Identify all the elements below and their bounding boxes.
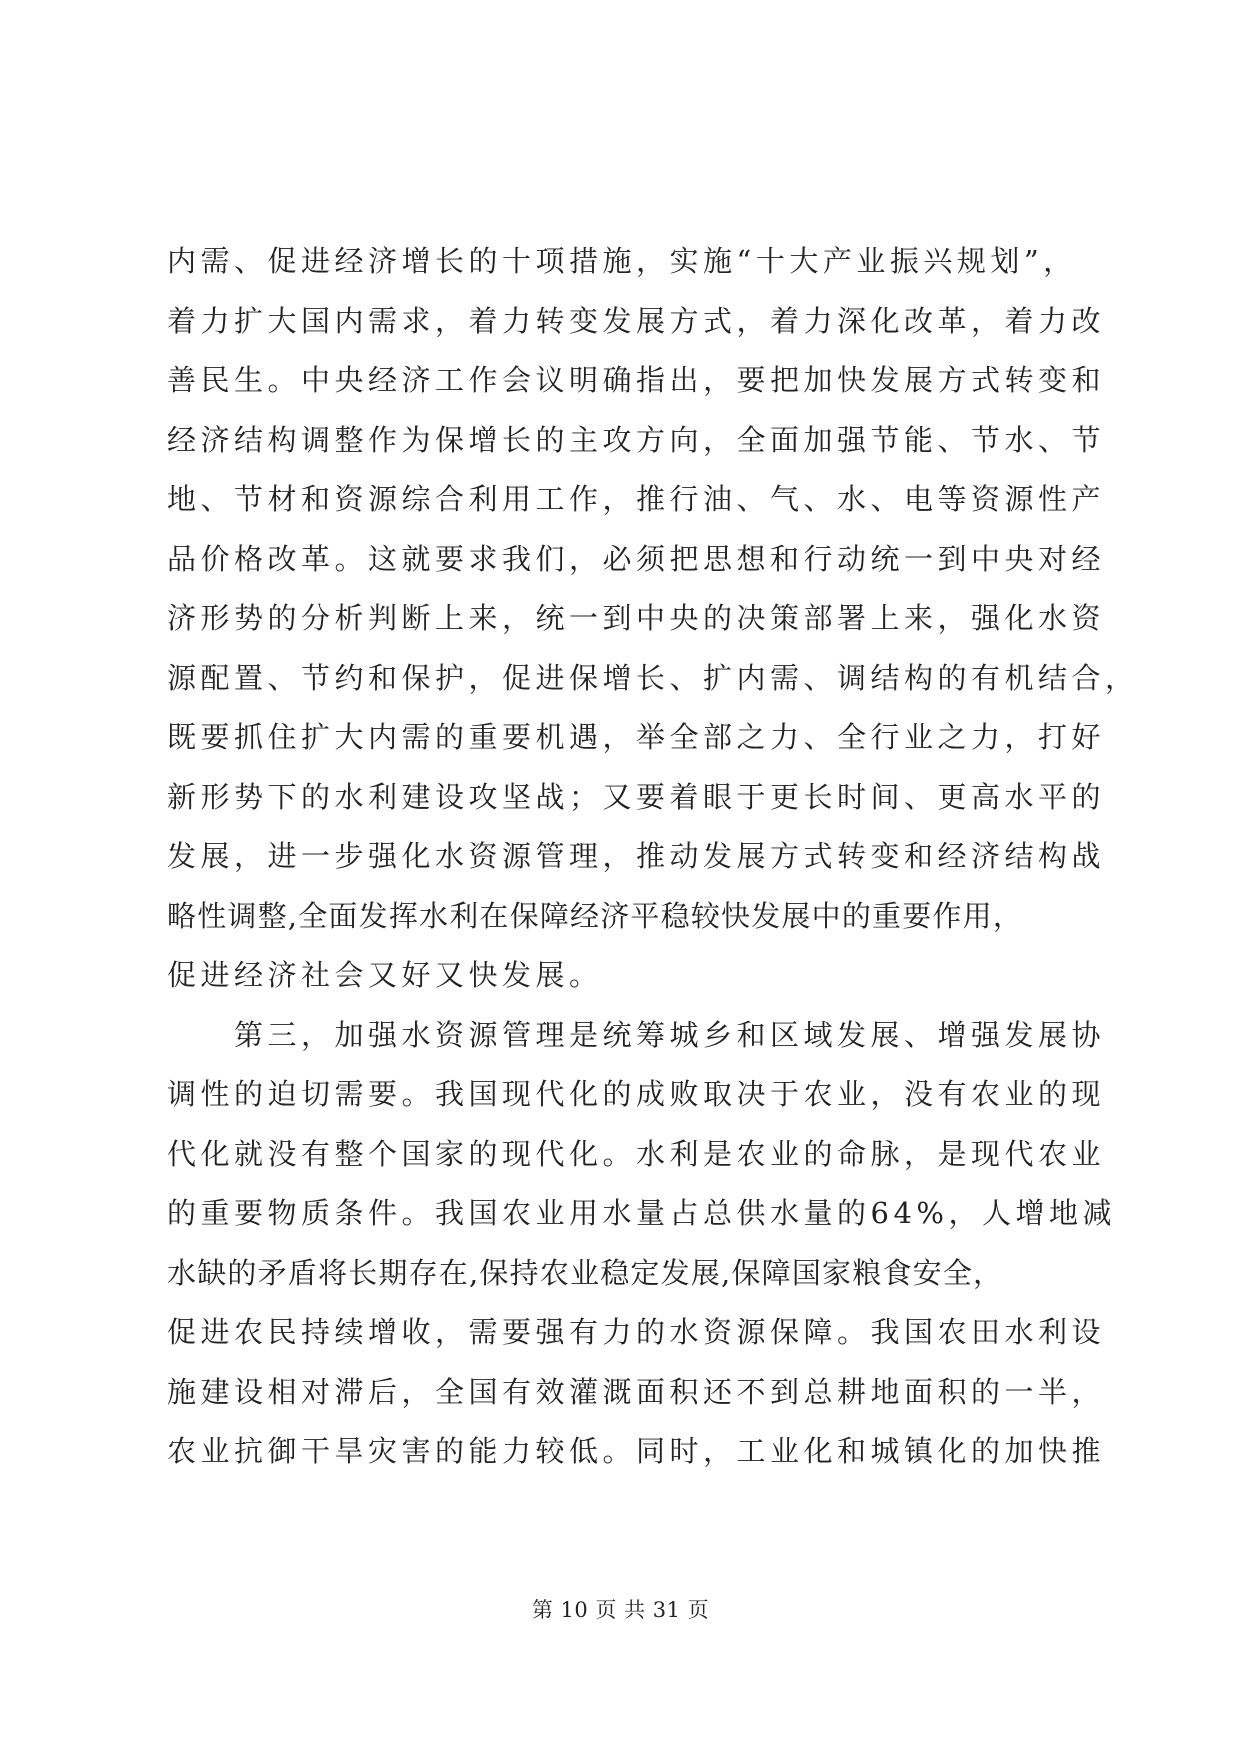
- text-line: 代化就没有整个国家的现代化。水利是农业的命脉，是现代农业: [167, 1136, 1106, 1171]
- text-line: 农业抗御干旱灾害的能力较低。同时，工业化和城镇化的加快推: [167, 1434, 1106, 1468]
- text-line: 新形势下的水利建设攻坚战；又要着眼于更长时间、更高水平的: [167, 779, 1106, 814]
- page-footer: 第 10 页 共 31 页: [531, 1598, 710, 1622]
- text-line: 既要抓住扩大内需的重要机遇，举全部之力、全行业之力，打好: [167, 720, 1106, 754]
- body-text: [167, 232, 1139, 1482]
- text-line: 略性调整,全面发挥水利在保障经济平稳较快发展中的重要作用，: [167, 898, 1024, 933]
- text-line: 调性的迫切需要。我国现代化的成败取决于农业，没有农业的现: [167, 1077, 1106, 1111]
- text-line: 的重要物质条件。我国农业用水量占总供水量的64%，人增地减: [167, 1196, 1116, 1230]
- text-line: 发展，进一步强化水资源管理，推动发展方式转变和经济结构战: [167, 839, 1106, 873]
- text-line: 内需、促进经济增长的十项措施，实施“十大产业振兴规划”，: [167, 244, 1077, 278]
- text-line: 济形势的分析判断上来，统一到中央的决策部署上来，强化水资: [167, 601, 1106, 635]
- text-line: 施建设相对滞后，全国有效灌溉面积还不到总耕地面积的一半，: [167, 1374, 1106, 1409]
- text-line: 源配置、节约和保护，促进保增长、扩内需、调结构的有机结合，: [167, 660, 1139, 695]
- text-line: 着力扩大国内需求，着力转变发展方式，着力深化改革，着力改: [167, 303, 1106, 338]
- text-line: 经济结构调整作为保增长的主攻方向，全面加强节能、节水、节: [167, 422, 1106, 457]
- text-line: 善民生。中央经济工作会议明确指出，要把加快发展方式转变和: [167, 363, 1106, 397]
- text-line: 地、节材和资源综合利用工作，推行油、气、水、电等资源性产: [167, 482, 1106, 516]
- text-line: 第三，加强水资源管理是统筹城乡和区域发展、增强发展协: [167, 1017, 1106, 1052]
- text-line: 品价格改革。这就要求我们，必须把思想和行动统一到中央对经: [167, 541, 1106, 576]
- text-line: 水缺的矛盾将长期存在,保持农业稳定发展,保障国家粮食安全，: [167, 1255, 1004, 1290]
- text-line: 促进农民持续增收，需要强有力的水资源保障。我国农田水利设: [167, 1315, 1106, 1349]
- text-line: 促进经济社会又好又快发展。: [167, 958, 603, 992]
